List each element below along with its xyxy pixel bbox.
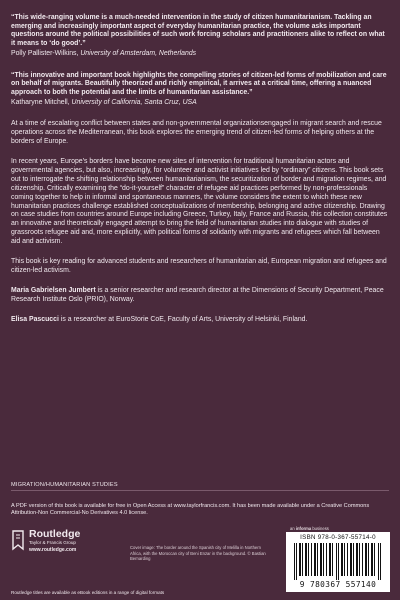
series-label: MIGRATION/HUMANITARIAN STUDIES [11, 482, 118, 488]
blurb-paragraph: In recent years, Europe’s borders have become new sites of intervention for traditional humanitarian actors and governmental agencies, but also, increasingly, for volunteer and activist initiatives led by “ordinary” citizens. This book sets out to interrogate the shifting relationship between humanitarianism, the securitization of border and migration regimes, and citizenship. Critically examining the “do-it-yourself” character of refugee aid practices performed by non-professionals coming together to help in informal and spontaneous manners, the volume considers the extent to which these new humanitarian practices challenge established conceptualizations of membership, belonging and active citizenship. Drawing on case studies from countries around Europe including Greece, Turkey, Italy, France and Russia, this collection constitutes an innovative and theoretically engaged attempt to bring the field of humanitarian studies into dialogue with studies of grassroots refugee aid and, more explicitly, with political forms of solidarity with migrants and refugees which fall between aid and activism. [11, 158, 388, 246]
endorsement-quote: “This wide-ranging volume is a much-needed intervention in the study of citizen humanitarianism. Tackling an emerging and increasingly important aspect of everyday humanitarian practice, the volume asks important questions around the political possibilities of such work forcing scholars and practitioners alike to reflect on what it means to ‘do good’.” [11, 14, 385, 48]
editor-name: Maria Gabrielsen Jumbert [11, 286, 96, 294]
endorsement-1 [11, 14, 389, 59]
publisher-logo [11, 529, 80, 554]
endorsement-attribution [11, 99, 389, 108]
endorsement-quote: “This innovative and important book highlights the compelling stories of citizen-led forms of mobilization and care on behalf of migrants. Beautifully theorized and richly empirical, it arrives at a critical time, offering a nuanced approach to both the potential and the limits of humanitarian assistance.” [11, 71, 387, 96]
open-access-note: A PDF version of this book is available for free in Open Access at www.taylorfrancis.com. It has been made available under a Creative Commons Attribution-Non Commercial-No Derivatives 4.0 license. [11, 503, 370, 517]
divider [11, 490, 389, 491]
informa-imprint: an informa business [290, 526, 329, 531]
endorser-name: Katharyne Mitchell, [11, 98, 72, 106]
blurb-paragraph: At a time of escalating conflict between states and non-governmental organizationsengaged in migrant search and rescue operations across the Mediterranean, this book explores the emerging trend of citizen-led forms of helping others at the borders of Europe. [11, 120, 382, 146]
editor-name: Elisa Pascucci [11, 315, 59, 323]
editor-bio-text: is a researcher at EuroStorie CoE, Faculty of Arts, University of Helsinki, Finland. [58, 315, 308, 323]
barcode [286, 532, 390, 592]
cover-image-credit: Cover image: The border around the Spanish city of Melilla in Northern Africa, with the Moroccan city of Beni Enzar in the background. © Bastian Bernarding [130, 545, 266, 562]
editor-bio-text: is a senior researcher and research director at the Dimensions of Security Department, Peace Research Institute Oslo (PRIO), Norway. [11, 286, 384, 303]
routledge-logo-icon [11, 529, 25, 551]
barcode-digits: 9 780367 557140 [299, 580, 377, 589]
publisher-url[interactable]: www.routledge.com [29, 547, 77, 553]
publisher-name: Routledge [29, 528, 81, 540]
editor-bio [11, 287, 389, 305]
blurb-paragraph: This book is key reading for advanced students and researchers of humanitarian aid, European migration and refugees and citizen-led activism. [11, 258, 387, 275]
publisher-group: Taylor & Francis Group [29, 540, 76, 545]
endorser-institution: University of California, Santa Cruz, USA [71, 98, 197, 106]
endorsement-attribution [11, 50, 389, 59]
barcode-icon [292, 543, 384, 580]
endorser-name: Polly Pallister-Wilkins, [11, 49, 81, 57]
endorser-institution: University of Amsterdam, Netherlands [80, 49, 197, 57]
endorsement-2 [11, 72, 389, 108]
editor-bio [11, 316, 389, 325]
back-cover-content [11, 14, 389, 336]
ebook-note: Routledge titles are available as eBook editions in a range of digital formats [11, 590, 165, 595]
isbn-text: ISBN 978-0-367-55714-0 [300, 534, 376, 541]
